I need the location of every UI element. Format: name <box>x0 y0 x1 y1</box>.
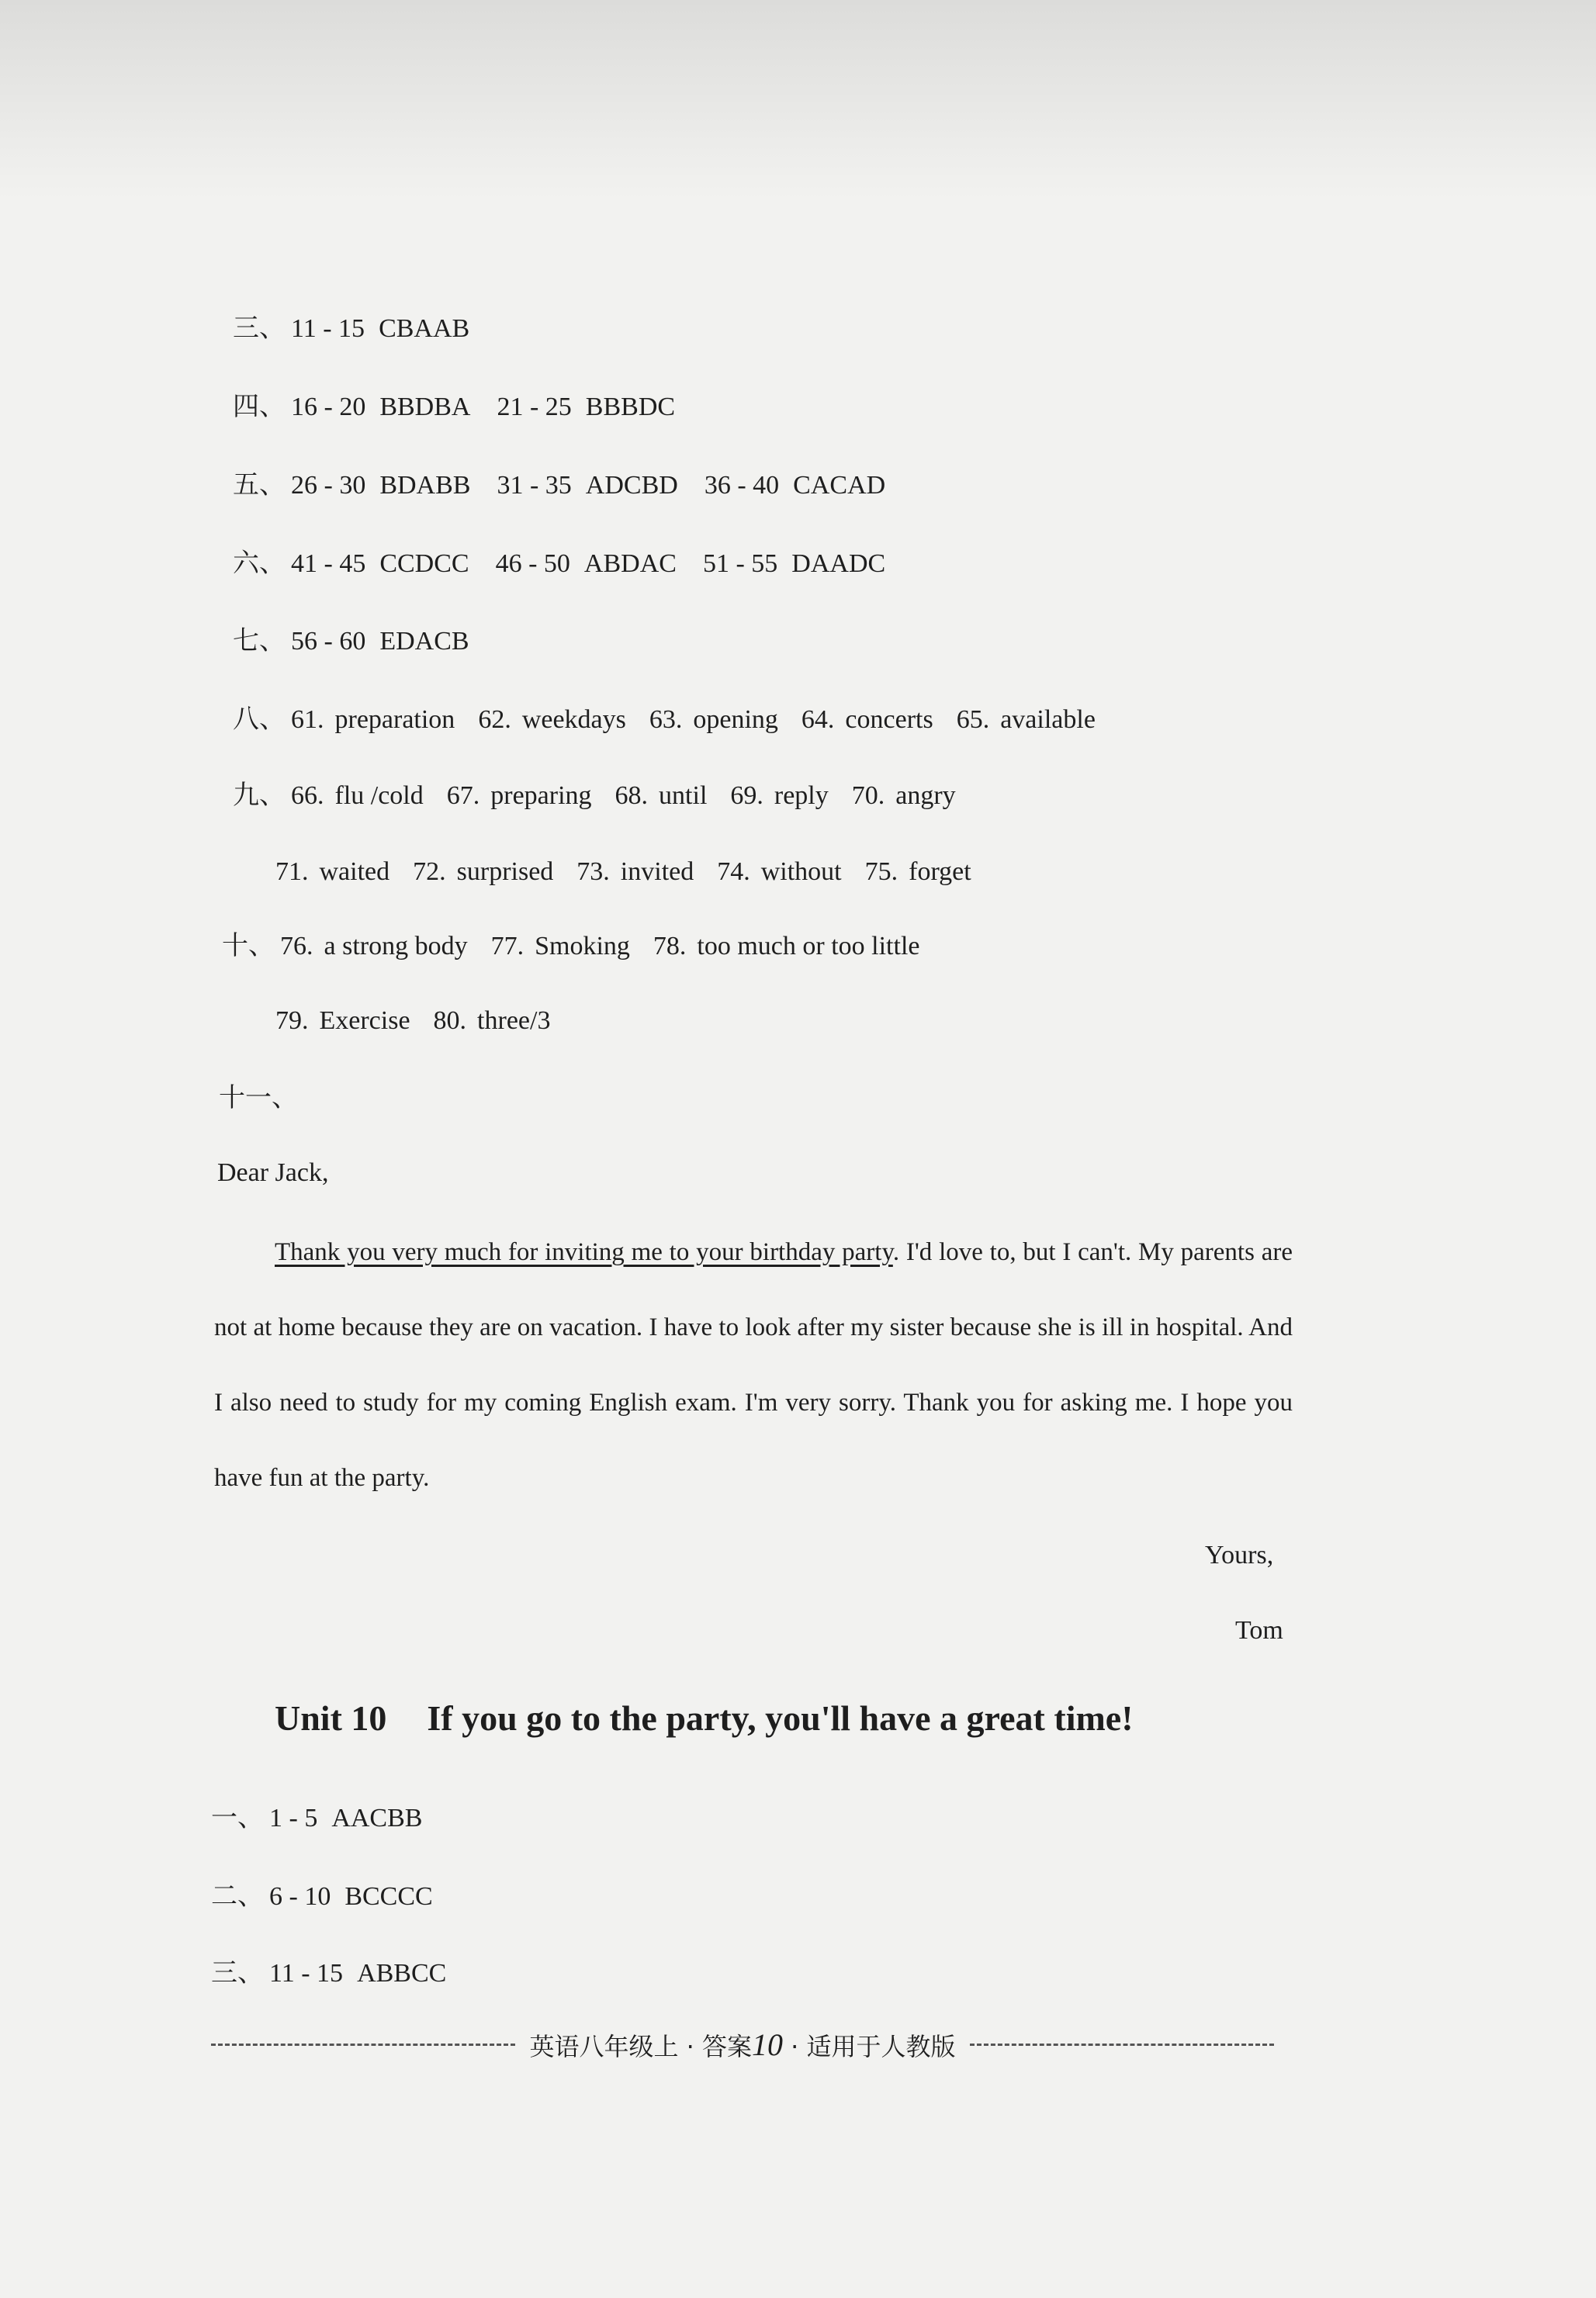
answer-line-6 <box>233 547 912 581</box>
answer-word: angry <box>895 781 956 810</box>
item-number: 64. <box>801 705 835 734</box>
answer-line-11 <box>219 1082 298 1116</box>
answer-word: weekdays <box>521 705 626 734</box>
section-label: 二、 <box>211 1882 264 1911</box>
item-number: 66. <box>291 781 324 810</box>
unit-answer-line-2 <box>211 1880 459 1914</box>
item-number: 69. <box>730 781 763 810</box>
question-range: 16 - 20 <box>291 393 366 421</box>
answer-word: a strong body <box>324 932 468 960</box>
answer-key: EDACB <box>379 627 469 656</box>
unit-answer-line-1 <box>211 1801 448 1836</box>
answer-word: surprised <box>456 857 554 886</box>
question-range: 11 - 15 <box>269 1959 344 1988</box>
answer-key: CCDCC <box>379 549 469 578</box>
item-number: 75. <box>864 857 898 886</box>
answer-word: without <box>760 857 842 886</box>
page-footer <box>211 2026 1274 2063</box>
item-number: 67. <box>446 781 480 810</box>
answer-line-4 <box>233 390 701 424</box>
section-label: 三、 <box>211 1959 264 1988</box>
item-number: 68. <box>615 781 649 810</box>
unit-number: Unit 10 <box>275 1698 387 1738</box>
letter-greeting: Dear Jack, <box>217 1158 329 1187</box>
section-label: 九、 <box>233 781 286 810</box>
section-label: 十一、 <box>219 1084 298 1113</box>
answer-word: three/3 <box>477 1006 551 1035</box>
answer-line-10a <box>222 929 943 964</box>
item-number: 73. <box>576 857 610 886</box>
unit-heading <box>275 1698 1134 1739</box>
answer-line-10b <box>275 1004 573 1038</box>
answer-line-7 <box>233 625 496 659</box>
letter-signature: Tom <box>1235 1616 1283 1645</box>
answer-line-3 <box>233 312 496 346</box>
answer-key: BBBDC <box>585 393 676 421</box>
question-range: 31 - 35 <box>497 471 572 500</box>
question-range: 1 - 5 <box>269 1804 318 1833</box>
item-number: 74. <box>717 857 750 886</box>
footer-divider-left <box>211 2044 515 2046</box>
item-number: 72. <box>413 857 446 886</box>
answer-word: reply <box>774 781 829 810</box>
answer-key: BCCCC <box>344 1882 433 1911</box>
item-number: 76. <box>280 932 313 960</box>
section-label: 六、 <box>233 549 286 578</box>
answer-word: Smoking <box>535 932 630 960</box>
answer-key: ADCBD <box>585 471 678 500</box>
answer-key: BBDBA <box>379 393 471 421</box>
answer-word: waited <box>319 857 390 886</box>
answer-key: CACAD <box>793 471 886 500</box>
answer-word: concerts <box>845 705 933 734</box>
answer-key: ABBCC <box>357 1959 447 1988</box>
letter-body <box>214 1215 1293 1516</box>
item-number: 65. <box>956 705 990 734</box>
question-range: 26 - 30 <box>291 471 366 500</box>
answer-word: forget <box>909 857 971 886</box>
answer-word: preparation <box>334 705 455 734</box>
answer-word: until <box>659 781 708 810</box>
item-number: 77. <box>490 932 524 960</box>
item-number: 63. <box>649 705 683 734</box>
question-range: 36 - 40 <box>704 471 780 500</box>
footer-divider-right <box>970 2044 1274 2046</box>
question-range: 41 - 45 <box>291 549 366 578</box>
letter-text: . I'd love to, but I can't. My parents are not at home because they are on vacation. I have to look after my sister because she is ill in hospital. And I also need to study for my coming English exam. I'm very sorry. Thank you for asking me. I hope you have fun at the party. <box>214 1238 1293 1492</box>
answer-line-8 <box>233 703 1119 737</box>
section-label: 一、 <box>211 1804 264 1833</box>
footer-text <box>515 2026 969 2063</box>
letter-closing: Yours, <box>1205 1541 1274 1569</box>
footer-prefix: 英语八年级上 · 答案 <box>529 2032 752 2061</box>
item-number: 78. <box>653 932 687 960</box>
answer-word: preparing <box>490 781 592 810</box>
section-label: 三、 <box>233 314 286 343</box>
underlined-sentence: Thank you very much for inviting me to your birthday party <box>275 1238 893 1266</box>
footer-suffix: · 适用于人教版 <box>783 2032 956 2061</box>
unit-answer-line-3 <box>211 1957 473 1991</box>
question-range: 6 - 10 <box>269 1882 331 1911</box>
item-number: 61. <box>291 705 324 734</box>
answer-word: too much or too little <box>697 932 920 960</box>
unit-title: If you go to the party, you'll have a great time! <box>427 1698 1134 1738</box>
answer-line-9a <box>233 779 979 813</box>
item-number: 71. <box>275 857 309 886</box>
scan-shadow <box>0 0 1596 202</box>
section-label: 八、 <box>233 705 286 734</box>
section-label: 五、 <box>233 471 286 500</box>
answer-word: available <box>1000 705 1096 734</box>
item-number: 80. <box>433 1006 467 1035</box>
answer-key: ABDAC <box>583 549 677 578</box>
answer-key: CBAAB <box>379 314 470 343</box>
question-range: 56 - 60 <box>291 627 366 656</box>
section-label: 七、 <box>233 627 286 656</box>
section-label: 四、 <box>233 393 286 421</box>
answer-word: opening <box>693 705 778 734</box>
answer-key: DAADC <box>791 549 886 578</box>
item-number: 70. <box>851 781 885 810</box>
section-label: 十、 <box>222 932 275 960</box>
answer-word: invited <box>620 857 694 886</box>
footer-page-number: 10 <box>752 2027 783 2062</box>
answer-line-9b <box>275 855 995 889</box>
answer-word: Exercise <box>319 1006 410 1035</box>
question-range: 11 - 15 <box>291 314 365 343</box>
answer-word: flu /cold <box>334 781 424 810</box>
answer-line-5 <box>233 469 912 503</box>
answer-key: AACBB <box>331 1804 423 1833</box>
question-range: 51 - 55 <box>702 549 778 578</box>
question-range: 46 - 50 <box>495 549 570 578</box>
item-number: 79. <box>275 1006 309 1035</box>
item-number: 62. <box>478 705 511 734</box>
question-range: 21 - 25 <box>497 393 572 421</box>
answer-key: BDABB <box>379 471 471 500</box>
